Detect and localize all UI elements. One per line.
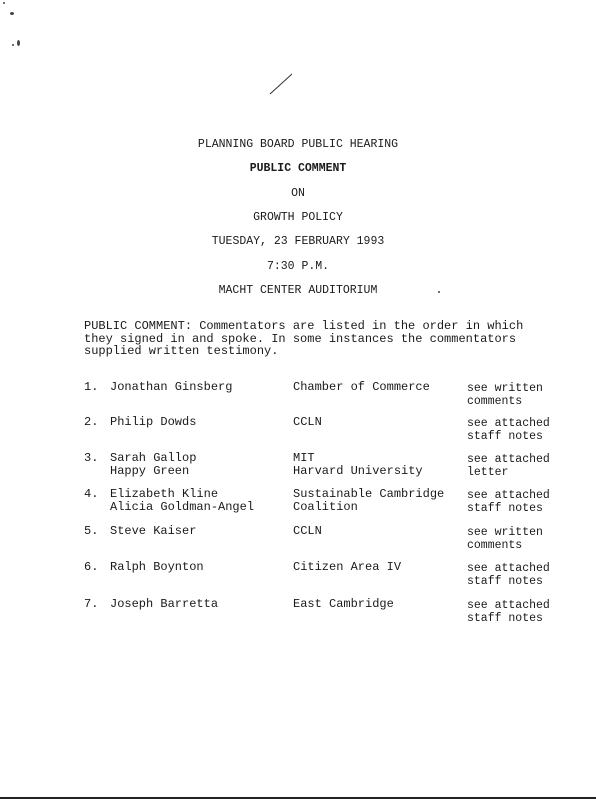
list-item <box>0 561 596 591</box>
commentator-name-line: Alicia Goldman-Angel <box>110 499 255 514</box>
commentator-name-line: Ralph Boynton <box>110 560 204 574</box>
testimony-note-line: see attached <box>467 417 550 430</box>
affiliation-line: CCLN <box>293 524 322 538</box>
testimony-note-line: letter <box>467 465 509 479</box>
commentator-name <box>110 525 196 538</box>
affiliation-line: Citizen Area IV <box>293 560 402 574</box>
testimony-note-line: see attached <box>467 489 550 502</box>
affiliation <box>293 416 322 429</box>
page-edge <box>0 797 596 799</box>
commentator-name <box>110 381 232 394</box>
commentator-name <box>110 452 196 477</box>
pen-mark <box>268 70 294 96</box>
testimony-note-line: comments <box>467 394 523 408</box>
topic-label: GROWTH POLICY <box>253 211 343 224</box>
commentator-name-line: Philip Dowds <box>110 415 197 429</box>
affiliation-line: Coalition <box>293 499 358 514</box>
affiliation <box>293 598 394 611</box>
commentator-name-line: Elizabeth Kline <box>110 487 219 501</box>
affiliation <box>293 488 444 513</box>
item-number: 2. <box>84 415 99 429</box>
list-item <box>0 525 596 555</box>
public-comment-heading: PUBLIC COMMENT <box>249 162 347 175</box>
item-number: 1. <box>84 380 99 394</box>
affiliation <box>293 525 322 538</box>
testimony-note-line: staff notes <box>467 611 543 625</box>
commentator-name-line: Jonathan Ginsberg <box>110 380 233 394</box>
location-label: MACHT CENTER AUDITORIUM <box>218 284 378 297</box>
testimony-note <box>467 527 543 552</box>
item-number: 5. <box>84 524 99 538</box>
testimony-note <box>467 490 550 515</box>
list-item <box>0 452 596 482</box>
testimony-note-line: see attached <box>467 599 550 612</box>
affiliation <box>293 452 423 477</box>
testimony-note-line: staff notes <box>467 429 543 443</box>
affiliation-line: Chamber of Commerce <box>293 380 430 394</box>
testimony-note <box>467 454 550 479</box>
commentator-name <box>110 488 254 513</box>
testimony-note-line: staff notes <box>467 501 543 515</box>
list-item <box>0 488 596 518</box>
list-item <box>0 416 596 446</box>
item-number: 3. <box>84 451 99 465</box>
testimony-note-line: see written <box>467 382 543 395</box>
affiliation <box>293 561 401 574</box>
item-number: 7. <box>84 597 99 611</box>
list-item <box>0 598 596 628</box>
commentator-name-line: Sarah Gallop <box>110 451 197 465</box>
commentator-name <box>110 416 196 429</box>
commentator-name-line: Steve Kaiser <box>110 524 197 538</box>
commentator-name-line: Joseph Barretta <box>110 597 219 611</box>
affiliation-line: MIT <box>293 451 315 465</box>
hearing-title: PLANNING BOARD PUBLIC HEARING <box>197 138 399 151</box>
testimony-note-line: staff notes <box>467 574 543 588</box>
affiliation-line: Harvard University <box>293 463 423 478</box>
item-number: 4. <box>84 487 99 501</box>
list-item <box>0 381 596 411</box>
commentator-name <box>110 598 218 611</box>
affiliation-line: Sustainable Cambridge <box>293 487 445 501</box>
item-number: 6. <box>84 560 99 574</box>
affiliation-line: East Cambridge <box>293 597 394 611</box>
testimony-note-line: see written <box>467 526 543 539</box>
date-label: TUESDAY, 23 FEBRUARY 1993 <box>211 235 385 248</box>
time-label: 7:30 P.M. <box>266 260 330 273</box>
commentator-name <box>110 561 204 574</box>
affiliation <box>293 381 430 394</box>
commentator-name-line: Happy Green <box>110 463 190 478</box>
testimony-note <box>467 600 550 625</box>
testimony-note-line: see attached <box>467 453 550 466</box>
intro-paragraph: PUBLIC COMMENT: Commentators are listed in the order in which they signed in and spoke. In some instances the commentators supplied written testimony. <box>84 319 524 358</box>
on-label: ON <box>291 187 305 200</box>
testimony-note-line: see attached <box>467 562 550 575</box>
affiliation-line: CCLN <box>293 415 322 429</box>
testimony-note <box>467 383 543 408</box>
testimony-note-line: comments <box>467 538 523 552</box>
testimony-note <box>467 418 550 443</box>
testimony-note <box>467 563 550 588</box>
